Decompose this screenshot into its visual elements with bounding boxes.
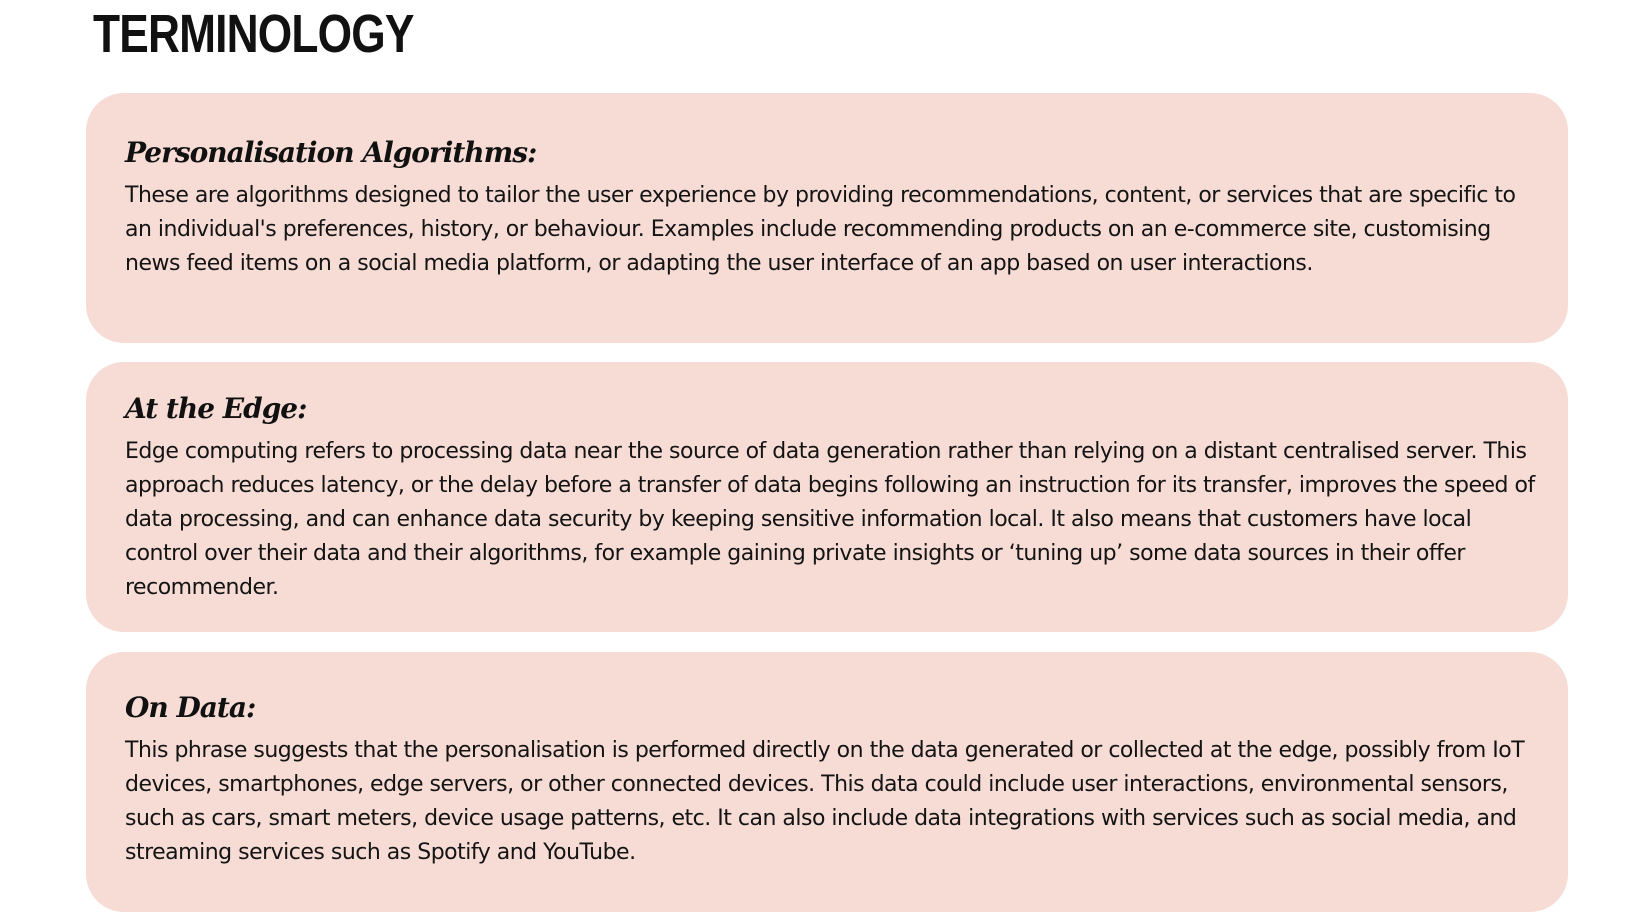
- page-title: TERMINOLOGY: [93, 4, 414, 64]
- term-card-on-data: [86, 652, 1568, 912]
- term-card-at-the-edge: [86, 362, 1568, 632]
- term-definition: These are algorithms designed to tailor the user experience by providing recommendations, content, or services that are specific to an individual's preferences, history, or behaviour. Examples include recommending products on an e-commerce site, customising news feed items on a social media platform, or adapting the user interface of an app based on user interactions.: [125, 183, 1516, 276]
- term-heading: On Data:: [125, 691, 256, 724]
- term-definition: Edge computing refers to processing data near the source of data generation rather than relying on a distant centralised server. This approach reduces latency, or the delay before a transfer of data begins following an instruction for its transfer, improves the speed of data processing, and can enhance data security by keeping sensitive information local. It also means that customers have local control over their data and their algorithms, for example gaining private insights or ‘tuning up’ some data sources in their offer recommender.: [125, 439, 1535, 600]
- term-heading: At the Edge:: [125, 392, 307, 425]
- term-heading: Personalisation Algorithms:: [125, 136, 537, 169]
- term-card-personalisation-algorithms: [86, 93, 1568, 343]
- term-definition: This phrase suggests that the personalisation is performed directly on the data generated or collected at the edge, possibly from IoT devices, smartphones, edge servers, or other connected devices. This data could include user interactions, environmental sensors, such as cars, smart meters, device usage patterns, etc. It can also include data integrations with services such as social media, and streaming services such as Spotify and YouTube.: [125, 738, 1525, 865]
